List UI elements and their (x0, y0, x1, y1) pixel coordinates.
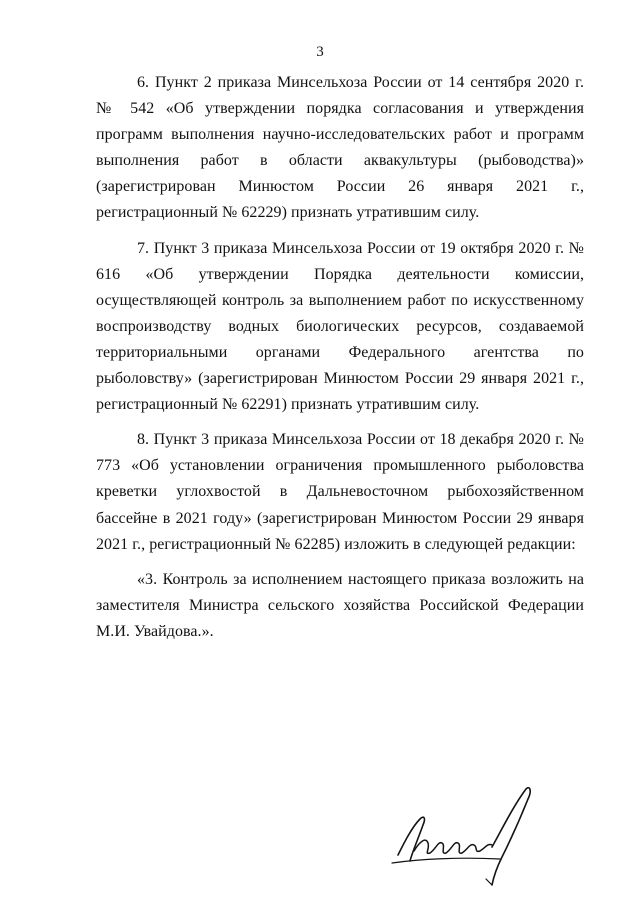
paragraph-item-8: 8. Пункт 3 приказа Минсельхоза России от 18 декабря 2020 г. № 773 «Об установлении ограничения промышленного рыболовства креветки углохвостой в Дальневосточном рыбохозяйственном бассейне в 2021 году» (зарегистрирован Минюстом России 29 января 2021 г., регистрационный № 62285) изложить в следующей редакции: (96, 431, 584, 553)
paragraph-item-6: 6. Пункт 2 приказа Минсельхоза России от 14 сентября 2020 г. № 542 «Об утверждении порядка согласования и утверждения программ выполнения научно-исследовательских работ и программ выполнения работ в области аквакультуры (рыбоводства)» (зарегистрирован Минюстом России 26 января 2021 г., регистрационный № 62229) признать утратившим силу. (96, 74, 584, 222)
paragraph-item-7: 7. Пункт 3 приказа Минсельхоза России от 19 октября 2020 г. № 616 «Об утверждении Порядка деятельности комиссии, осуществляющей контроль за выполнением работ по искусственному воспроизводству водных биологических ресурсов, создаваемой территориальными органами Федерального агентства по рыболовству» (зарегистрирован Минюстом России 29 января 2021 г., регистрационный № 62291) признать утратившим силу. (96, 239, 584, 414)
page-number: 3 (316, 44, 324, 60)
quoted-new-wording: «3. Контроль за исполнением настоящего приказа возложить на заместителя Министра сельского хозяйства Российской Федерации М.И. Увайдова.». (96, 570, 584, 640)
handwritten-signature-icon (390, 785, 550, 895)
document-body (96, 70, 584, 654)
